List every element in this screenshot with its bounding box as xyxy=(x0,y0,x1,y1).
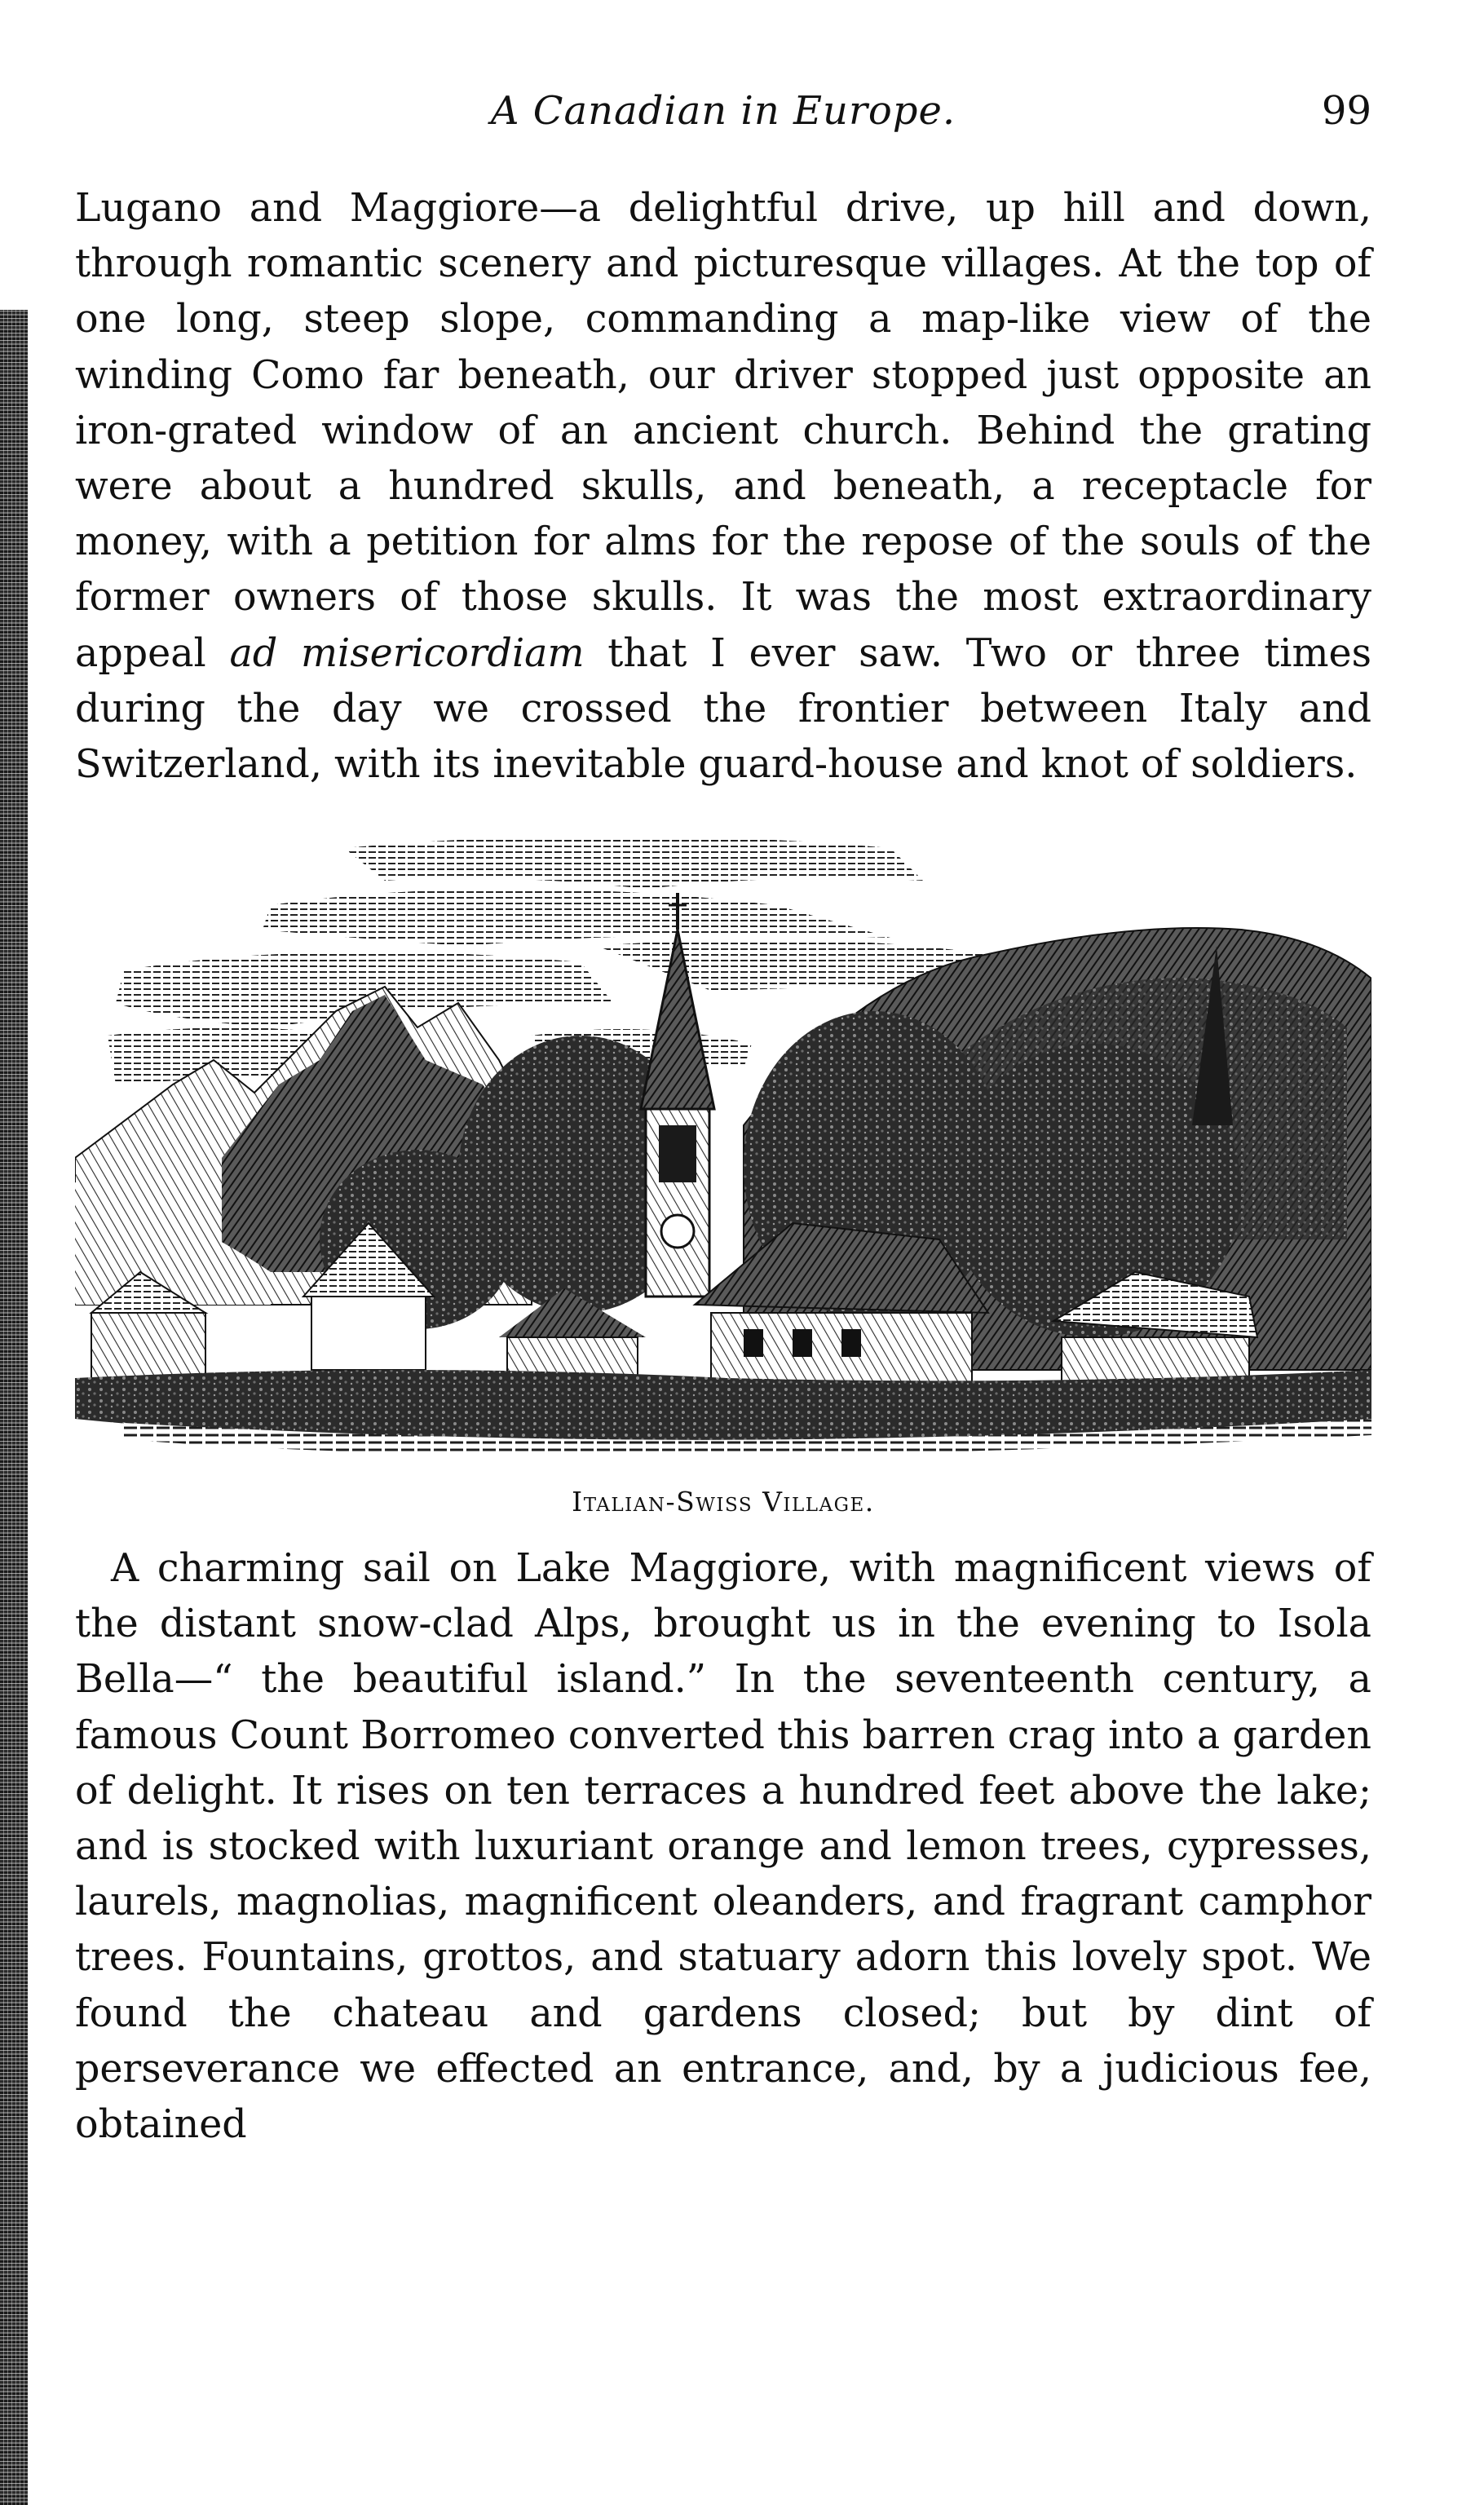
paragraph-2: A charming sail on Lake Maggiore, with magnificent views of the distant snow-clad Alps, brought us in the evening to Isola Bella—“ the beautiful island.” In the seventeenth century, a famous Count Borromeo converted this barren crag into a garden of delight. It rises on ten terraces a hundred feet above the lake; and is stocked with luxuriant orange and lemon trees, cypresses, laurels, magnolias, magnificent oleanders, and fragrant camphor trees. Fountains, grottos, and statuary adorn this lovely spot. We found the chateau and gardens closed; but by dint of perseverance we effected an entrance, and, by a judicious fee, obtained xyxy=(75,1546,1371,2148)
page-header xyxy=(75,88,1371,145)
paragraph-1-text-a: Lugano and Maggiore—a delightful drive, up hill and down, through romantic scenery and picturesque villages. At the top of one long, steep slope, commanding a map-like view of the winding Como far beneath, our driver stopped just opposite an iron-grated window of an ancient church. Behind the grating were about a hundred skulls, and beneath, a receptacle for money, with a petition for alms for the repose of the souls of the former owners of those skulls. It was the most extraordinary appeal xyxy=(75,186,1371,676)
engraving-illustration xyxy=(75,815,1371,1460)
lake-shore xyxy=(75,1370,1371,1456)
paragraph-1 xyxy=(75,181,1371,793)
running-title: A Canadian in Europe. xyxy=(490,88,956,134)
figure-caption: Italian-Swiss Village. xyxy=(572,1486,875,1518)
engraving-drawing xyxy=(75,815,1371,1460)
page-number: 99 xyxy=(1321,88,1371,134)
paragraph-1-text-b: that I ever saw. Two or three times during the day we crossed the frontier between Italy and Switzerland, with its inevitable guard-house and knot of soldiers. xyxy=(75,630,1372,788)
binding-edge xyxy=(0,310,28,2505)
latin-phrase: ad misericordiam xyxy=(229,630,585,676)
